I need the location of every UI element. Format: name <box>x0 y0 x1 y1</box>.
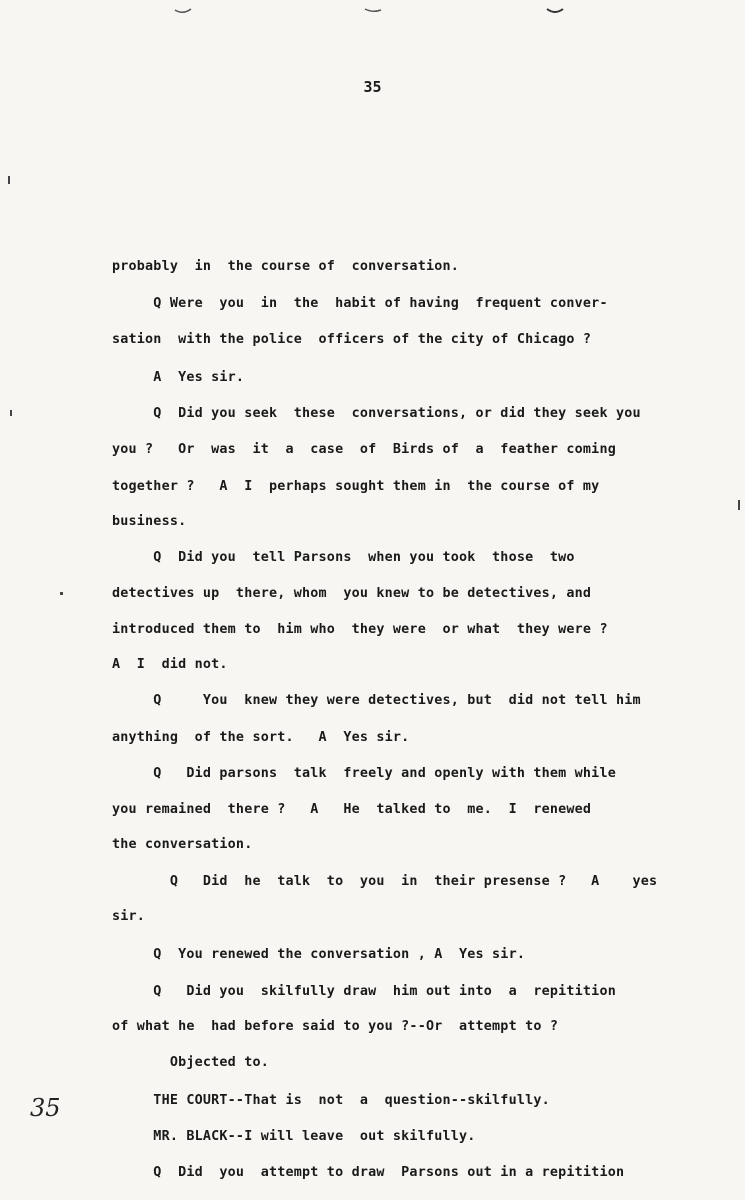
transcript-line: Q Did you skilfully draw him out into a repitition <box>112 984 616 999</box>
transcript-line: sir. <box>112 909 146 924</box>
transcript-line: Q You renewed the conversation , A Yes sir. <box>112 947 526 962</box>
transcript-line: business. <box>112 514 187 529</box>
transcript-line: of what he had before said to you ?--Or attempt to ? <box>112 1019 559 1034</box>
transcript-line: the conversation. <box>112 837 253 852</box>
transcript-line: Q You knew they were detectives, but did not tell him <box>112 693 641 708</box>
edge-mark <box>60 592 63 595</box>
transcript-line: A Yes sir. <box>112 370 245 385</box>
transcript-line: sation with the police officers of the city of Chicago ? <box>112 332 592 347</box>
transcript-line: Q Were you in the habit of having frequent conver- <box>112 296 608 311</box>
transcript-line: you ? Or was it a case of Birds of a feather coming <box>112 442 616 457</box>
transcript-line: detectives up there, whom you knew to be detectives, and <box>112 586 592 601</box>
transcript-line: together ? A I perhaps sought them in the course of my <box>112 479 600 494</box>
transcript-line: Q Did you tell Parsons when you took those two <box>112 550 575 565</box>
transcript-line: Q Did he talk to you in their presense ? A yes <box>112 874 658 889</box>
edge-mark <box>738 500 740 510</box>
punch-mark-icon <box>174 6 192 14</box>
transcript-line: you remained there ? A He talked to me. I renewed <box>112 802 592 817</box>
transcript-line: introduced them to him who they were or what they were ? <box>112 622 608 637</box>
page-number: 35 <box>363 78 382 96</box>
margin-handwritten-number: 35 <box>30 1094 61 1122</box>
transcript-line: MR. BLACK--I will leave out skilfully. <box>112 1129 476 1144</box>
punch-mark-icon <box>546 6 564 14</box>
transcript-line: Objected to. <box>112 1055 269 1070</box>
transcript-line: A I did not. <box>112 657 228 672</box>
transcript-line: anything of the sort. A Yes sir. <box>112 730 410 745</box>
transcript-line: THE COURT--That is not a question--skilfully. <box>112 1093 550 1108</box>
transcript-line: Q Did parsons talk freely and openly with them while <box>112 766 616 781</box>
edge-mark <box>10 410 12 416</box>
transcript-line: probably in the course of conversation. <box>112 259 459 274</box>
punch-mark-icon <box>364 6 382 14</box>
edge-mark <box>8 176 10 184</box>
transcript-line: Q Did you attempt to draw Parsons out in a repitition <box>112 1165 625 1180</box>
transcript-line: Q Did you seek these conversations, or did they seek you <box>112 406 641 421</box>
